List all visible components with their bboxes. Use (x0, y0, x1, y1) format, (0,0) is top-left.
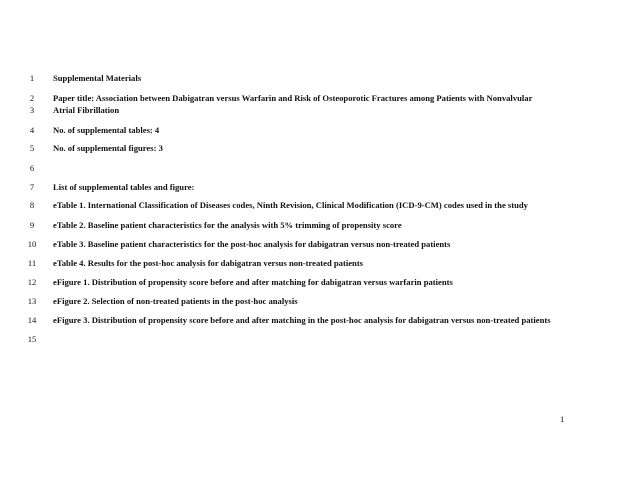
line-number: 5 (29, 143, 35, 153)
line-number: 7 (29, 182, 35, 192)
table-count: No. of supplemental tables: 4 (53, 125, 160, 135)
line-number: 4 (29, 125, 35, 135)
list-heading: List of supplemental tables and figure: (53, 182, 195, 192)
doc-line-12 (0, 276, 621, 288)
line-number: 10 (27, 239, 37, 249)
efigure-2-entry: eFigure 2. Selection of non-treated patients in the post-hoc analysis (53, 296, 298, 306)
efigure-3-entry: eFigure 3. Distribution of propensity score before and after matching in the post-hoc analysis for dabigatran versus non-treated patients (53, 315, 551, 325)
etable-1-entry: eTable 1. International Classification of Diseases codes, Ninth Revision, Clinical Modification (ICD-9-CM) codes used in the study (53, 200, 528, 210)
doc-line-3 (0, 104, 621, 116)
line-number: 1 (29, 73, 35, 83)
page-number: 1 (560, 414, 565, 424)
line-number: 8 (29, 200, 35, 210)
doc-line-9 (0, 219, 621, 231)
doc-line-2 (0, 92, 621, 104)
doc-line-10 (0, 238, 621, 250)
paper-title-continuation: Atrial Fibrillation (53, 105, 120, 115)
doc-line-6 (0, 162, 621, 174)
line-number: 12 (27, 277, 37, 287)
efigure-1-entry: eFigure 1. Distribution of propensity score before and after matching for dabigatran versus warfarin patients (53, 277, 453, 287)
etable-2-entry: eTable 2. Baseline patient characteristics for the analysis with 5% trimming of propensity score (53, 220, 402, 230)
etable-4-entry: eTable 4. Results for the post-hoc analysis for dabigatran versus non-treated patients (53, 258, 364, 268)
etable-3-entry: eTable 3. Baseline patient characteristics for the post-hoc analysis for dabigatran versus non-treated patients (53, 239, 451, 249)
doc-line-13 (0, 295, 621, 307)
line-number: 13 (27, 296, 37, 306)
line-number: 9 (29, 220, 35, 230)
line-number: 3 (29, 105, 35, 115)
doc-line-5 (0, 142, 621, 154)
paper-title-line: Paper title: Association between Dabigatran versus Warfarin and Risk of Osteoporotic Fractures among Patients with Nonvalvular (53, 93, 533, 103)
doc-line-11 (0, 257, 621, 269)
line-number: 14 (27, 315, 37, 325)
line-number: 15 (27, 334, 37, 344)
doc-line-7 (0, 181, 621, 193)
doc-line-4 (0, 124, 621, 136)
doc-line-15 (0, 333, 621, 345)
doc-line-1 (0, 72, 621, 84)
supplemental-heading: Supplemental Materials (53, 73, 142, 83)
figure-count: No. of supplemental figures: 3 (53, 143, 163, 153)
line-number: 11 (27, 258, 37, 268)
line-number: 2 (29, 93, 35, 103)
doc-line-8 (0, 199, 621, 211)
line-number: 6 (29, 163, 35, 173)
doc-line-14 (0, 314, 621, 326)
